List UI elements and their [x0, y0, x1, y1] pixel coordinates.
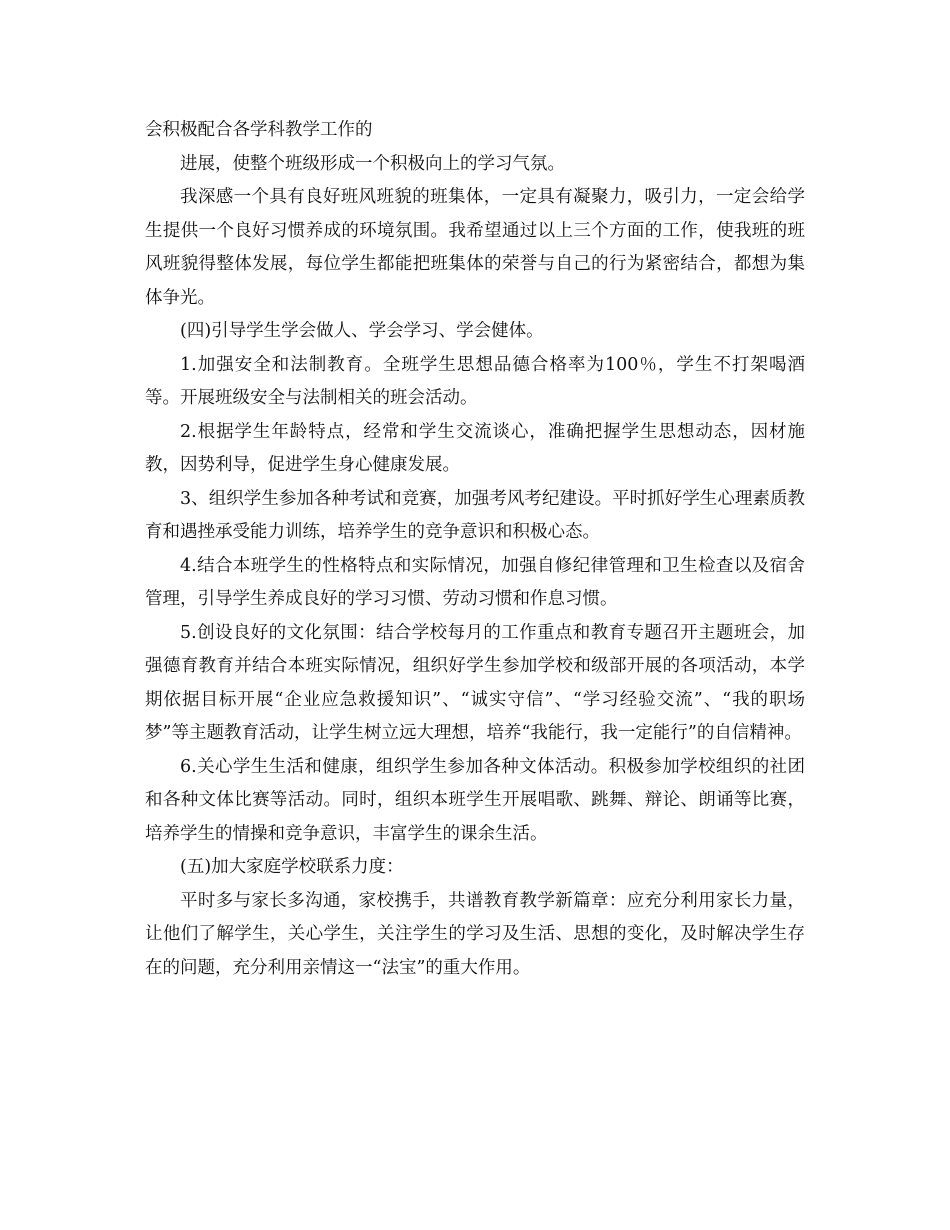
document-page [145, 114, 805, 985]
list-item-3: 3、组织学生参加各种考试和竞赛，加强考风考纪建设。平时抓好学生心理素质教育和遇挫承受能力训练，培养学生的竞争意识和积极心态。 [145, 488, 805, 542]
list-item-2: 2.根据学生年龄特点，经常和学生交流谈心，准确把握学生思想动态，因材施教，因势利导，促进学生身心健康发展。 [145, 421, 805, 475]
list-item-1: 1.加强安全和法制教育。全班学生思想品德合格率为100％，学生不打架喝酒等。开展班级安全与法制相关的班会活动。 [145, 354, 805, 408]
section-heading-five: (五)加大家庭学校联系力度： [180, 857, 404, 877]
list-item-4: 4.结合本班学生的性格特点和实际情况，加强自修纪律管理和卫生检查以及宿舍管理，引导学生养成良好的学习习惯、劳动习惯和作息习惯。 [145, 555, 805, 609]
paragraph-parent-communication: 平时多与家长多沟通，家校携手，共谱教育教学新篇章：应充分利用家长力量，让他们了解学生，关心学生，关注学生的学习及生活、思想的变化，及时解决学生存在的问题，充分利用亲情这一“法宝”的重大作用。 [145, 890, 805, 978]
paragraph-progress: 进展，使整个班级形成一个积极向上的学习气氛。 [180, 153, 565, 174]
section-heading-four: (四)引导学生学会做人、学会学习、学会健体。 [180, 321, 544, 341]
list-item-6: 6.关心学生生活和健康，组织学生参加各种文体活动。积极参加学校组织的社团和各种文体比赛等活动。同时，组织本班学生开展唱歌、跳舞、辩论、朗诵等比赛，培养学生的情操和竞争意识，丰富学生的课余生活。 [145, 756, 805, 844]
list-item-5: 5.创设良好的文化氛围：结合学校每月的工作重点和教育专题召开主题班会，加强德育教育并结合本班实际情况，组织好学生参加学校和级部开展的各项活动，本学期依据目标开展“企业应急救援知识”、“诚实守信”、“学习经验交流”、“我的职场梦”等主题教育活动，让学生树立远大理想，培养“我能行，我一定能行”的自信精神。 [145, 622, 805, 743]
paragraph-class-atmosphere: 我深感一个具有良好班风班貌的班集体，一定具有凝聚力，吸引力，一定会给学生提供一个良好习惯养成的环境氛围。我希望通过以上三个方面的工作，使我班的班风班貌得整体发展，每位学生都能把班集体的荣誉与自己的行为紧密结合，都想为集体争光。 [145, 187, 805, 308]
paragraph-continuation: 会积极配合各学科教学工作的 [145, 120, 373, 140]
